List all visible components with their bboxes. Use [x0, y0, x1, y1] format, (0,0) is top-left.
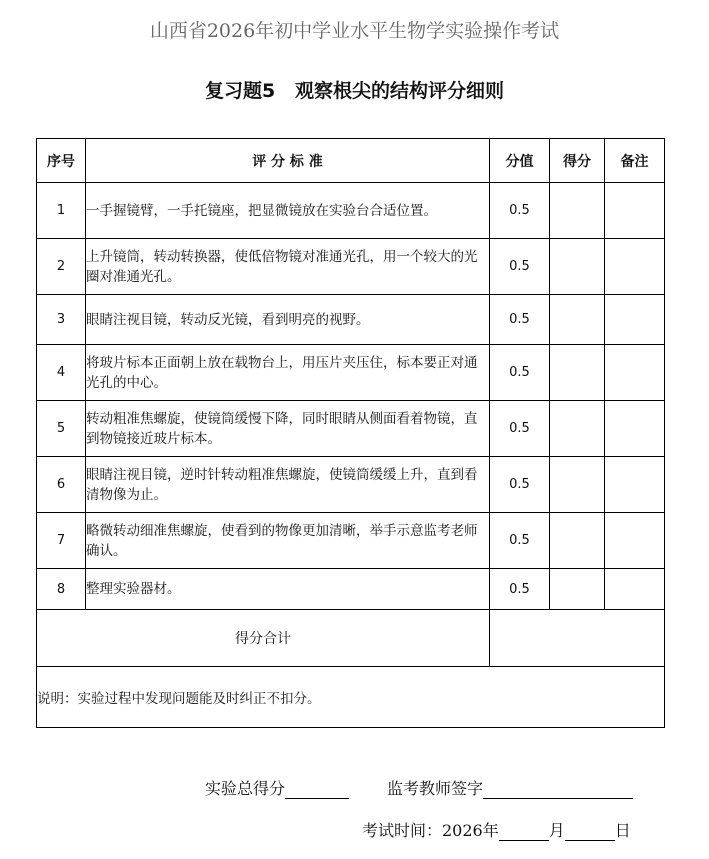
row-number: 7 — [37, 513, 86, 569]
note-row — [37, 667, 665, 728]
row-number: 8 — [37, 569, 86, 610]
header-score: 分值 — [490, 139, 550, 183]
row-score: 0.5 — [490, 401, 550, 457]
teacher-sign-label: 监考教师签字 — [387, 779, 484, 798]
row-score: 0.5 — [490, 239, 550, 295]
table-row — [37, 401, 665, 457]
row-earned-cell[interactable] — [550, 401, 605, 457]
total-score-blank[interactable] — [285, 780, 349, 799]
row-remarks-cell[interactable] — [605, 457, 665, 513]
total-score-label: 实验总得分 — [205, 779, 286, 798]
total-label: 得分合计 — [37, 610, 490, 667]
header-no: 序号 — [37, 139, 86, 183]
header-criterion: 评 分 标 准 — [86, 139, 490, 183]
row-remarks-cell[interactable] — [605, 569, 665, 610]
total-row — [37, 610, 665, 667]
table-row — [37, 183, 665, 239]
row-earned-cell[interactable] — [550, 513, 605, 569]
row-criterion: 整理实验器材。 — [86, 569, 490, 610]
table-row — [37, 239, 665, 295]
page-title: 复习题5 观察根尖的结构评分细则 — [204, 80, 505, 102]
row-number: 6 — [37, 457, 86, 513]
row-criterion: 将玻片标本正面朝上放在载物台上，用压片夹压住，标本要正对通光孔的中心。 — [86, 345, 490, 401]
row-earned-cell[interactable] — [550, 345, 605, 401]
row-number: 1 — [37, 183, 86, 239]
row-score: 0.5 — [490, 457, 550, 513]
row-criterion: 一手握镜臂，一手托镜座，把显微镜放在实验台合适位置。 — [86, 183, 490, 239]
table-row — [37, 457, 665, 513]
table-row — [37, 345, 665, 401]
row-score: 0.5 — [490, 295, 550, 345]
row-score: 0.5 — [490, 183, 550, 239]
table-row — [37, 569, 665, 610]
exam-header: 山西省2026年初中学业水平生物学实验操作考试 — [149, 20, 560, 42]
header-earned: 得分 — [550, 139, 605, 183]
row-remarks-cell[interactable] — [605, 239, 665, 295]
row-criterion: 转动粗准焦螺旋，使镜筒缓慢下降，同时眼睛从侧面看着物镜，直到物镜接近玻片标本。 — [86, 401, 490, 457]
row-earned-cell[interactable] — [550, 183, 605, 239]
row-remarks-cell[interactable] — [605, 183, 665, 239]
day-label: 日 — [614, 821, 631, 840]
row-criterion: 眼睛注视目镜，转动反光镜，看到明亮的视野。 — [86, 295, 490, 345]
row-remarks-cell[interactable] — [605, 401, 665, 457]
row-number: 5 — [37, 401, 86, 457]
month-label: 月 — [548, 821, 565, 840]
note-text: 说明：实验过程中发现问题能及时纠正不扣分。 — [37, 667, 665, 728]
row-criterion: 眼睛注视目镜，逆时针转动粗准焦螺旋，使镜筒缓缓上升，直到看清物像为止。 — [86, 457, 490, 513]
exam-date-line — [362, 818, 631, 841]
row-score: 0.5 — [490, 345, 550, 401]
day-blank[interactable] — [565, 822, 615, 841]
month-blank[interactable] — [499, 822, 549, 841]
row-score: 0.5 — [490, 569, 550, 610]
row-earned-cell[interactable] — [550, 295, 605, 345]
row-earned-cell[interactable] — [550, 569, 605, 610]
row-number: 3 — [37, 295, 86, 345]
signature-line — [205, 776, 633, 799]
scoring-table — [36, 138, 665, 728]
row-criterion: 上升镜筒，转动转换器，使低倍物镜对准通光孔，用一个较大的光圈对准通光孔。 — [86, 239, 490, 295]
teacher-sign-blank[interactable] — [483, 780, 633, 799]
row-number: 4 — [37, 345, 86, 401]
header-remarks: 备注 — [605, 139, 665, 183]
exam-time-label: 考试时间：2026年 — [362, 821, 499, 840]
row-remarks-cell[interactable] — [605, 295, 665, 345]
row-remarks-cell[interactable] — [605, 345, 665, 401]
table-row — [37, 295, 665, 345]
row-remarks-cell[interactable] — [605, 513, 665, 569]
row-earned-cell[interactable] — [550, 239, 605, 295]
table-row — [37, 513, 665, 569]
total-score-cell[interactable] — [490, 610, 665, 667]
table-header-row — [37, 139, 665, 183]
row-criterion: 略微转动细准焦螺旋，使看到的物像更加清晰，举手示意监考老师确认。 — [86, 513, 490, 569]
row-number: 2 — [37, 239, 86, 295]
row-earned-cell[interactable] — [550, 457, 605, 513]
row-score: 0.5 — [490, 513, 550, 569]
